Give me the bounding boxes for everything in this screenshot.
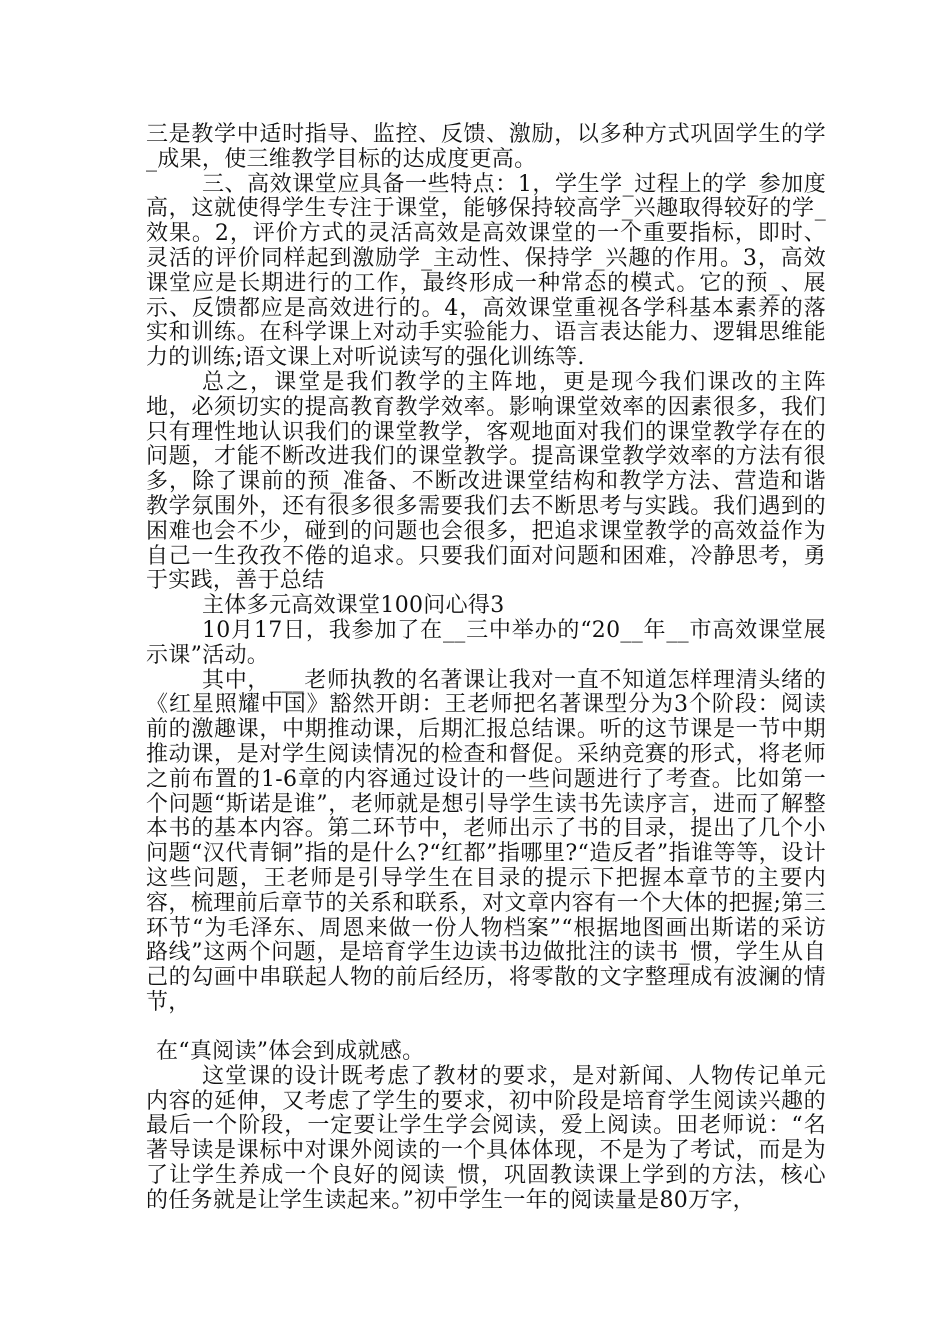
document-body-upper bbox=[146, 123, 826, 1016]
paragraph: 这堂课的设计既考虑了教材的要求，是对新闻、人物传记单元内容的延伸，又考虑了学生的要求，初中阶段是培育学生阅读兴趣的最后一个阶段，一定要让学生学会阅读，爱上阅读。田老师说：“名著导读是课标中对课外阅读的一个具体体现，不是为了考试，而是为了让学生养成一个良好的阅读_惯，巩固教读课上学到的方法，核心的任务就是让学生读起来。”初中学生一年的阅读量是80万字， bbox=[146, 1063, 826, 1213]
paragraph: 其中，___老师执教的名著课让我对一直不知道怎样理清头绪的《红星照耀中国》豁然开朗：王老师把名著课型分为3个阶段：阅读前的激趣课，中期推动课，后期汇报总结课。听的这节课是一节中期推动课，是对学生阅读情况的检查和督促。采纳竞赛的形式，将老师之前布置的1-6章的内容通过设计的一些问题进行了考查。比如第一个问题“斯诺是谁”，老师就是想引导学生读书先读序言，进而了解整本书的基本内容。第二环节中，老师出示了书的目录，提出了几个小问题“汉代青铜”指的是什么?“红都”指哪里?“造反者”指谁等等，设计这些问题，王老师是引导学生在目录的提示下把握本章节的主要内容，梳理前后章节的关系和联系，对文章内容有一个大体的把握;第三环节“为毛泽东、周恩来做一份人物档案”“根据地图画出斯诺的采访路线”这两个问题，是培育学生边读书边做批注的读书_惯，学生从自己的勾画中串联起人物的前后经历，将零散的文字整理成有波澜的情节， bbox=[146, 667, 826, 1015]
section-heading: 主体多元高效课堂100问心得3 bbox=[202, 593, 505, 619]
paragraph: 总之，课堂是我们教学的主阵地，更是现今我们课改的主阵地，必须切实的提高教育教学效率。影响课堂效率的因素很多，我们只有理性地认识我们的课堂教学，客观地面对我们的课堂教学存在的问题，才能不断改进我们的课堂教学。提高课堂教学效率的方法有很多，除了课前的预_准备、不断改进课堂结构和教学方法、营造和谐教学氛围外，还有很多很多需要我们去不断思考与实践。我们遇到的困难也会不少，碰到的问题也会很多，把追求课堂教学的高效益作为自己一生孜孜不倦的追求。只要我们面对问题和困难，冷静思考，勇于实践，善于总结 bbox=[146, 369, 826, 594]
paragraph: 在“真阅读”体会到成就感。 bbox=[156, 1039, 425, 1064]
paragraph: 三是教学中适时指导、监控、反馈、激励，以多种方式巩固学生的学_成果，使三维教学目标的达成度更高。 bbox=[146, 122, 826, 172]
paragraph: 10月17日，我参加了在__三中举办的“20__年__市高效课堂展示课”活动。 bbox=[146, 617, 826, 668]
document-body-lower bbox=[146, 1040, 826, 1214]
paragraph: 三、高效课堂应具备一些特点：1，学生学_过程上的学_参加度高，这就使得学生专注于课堂，能够保持较高学_兴趣取得较好的学_效果。2，评价方式的灵活高效是高效课堂的一个重要指标，即时、灵活的评价同样起到激励学_主动性、保持学_兴趣的作用。3，高效课堂应是长期进行的工作，最终形成一种常态的模式。它的预_、展示、反馈都应是高效进行的。4，高效课堂重视各学科基本素养的落实和训练。在科学课上对动手实验能力、语言表达能力、逻辑思维能力的训练;语文课上对听说读写的强化训练等. bbox=[146, 171, 826, 371]
